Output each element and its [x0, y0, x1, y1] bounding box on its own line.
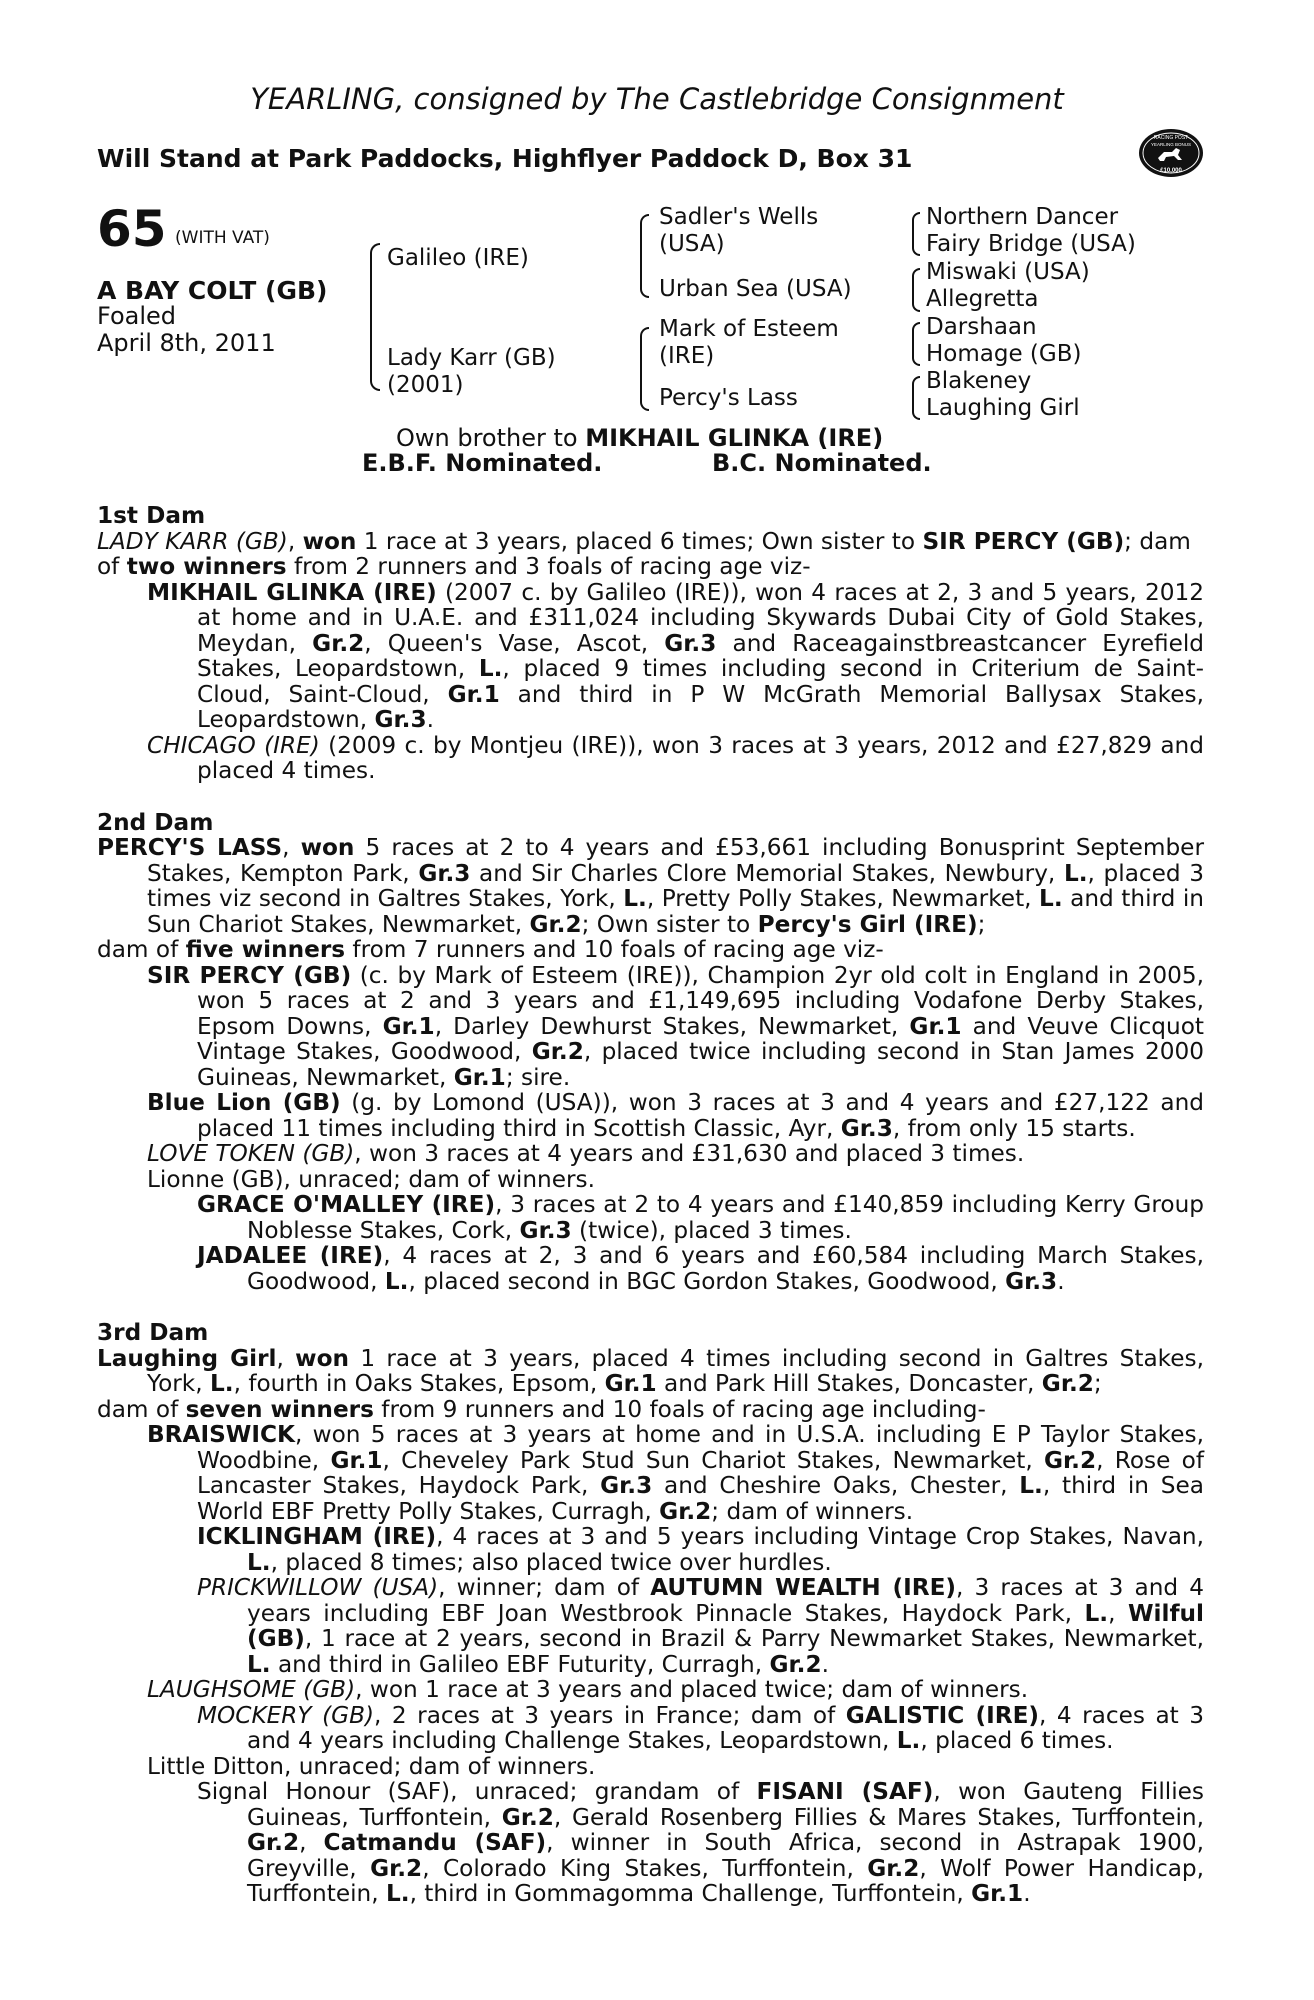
pedigree-sdd: Allegretta — [926, 286, 1039, 312]
pedigree-sds: Miswaki (USA) — [926, 259, 1090, 285]
g3-brace — [912, 322, 920, 366]
pedigree-dam-dam: Percy's Lass — [659, 385, 798, 411]
pedigree-ssd: Fairy Bridge (USA) — [926, 231, 1136, 257]
catalogue-body — [97, 503, 1204, 1907]
vat-note: (WITH VAT) — [175, 228, 270, 248]
progeny-entry: CHICAGO (IRE) (2009 c. by Montjeu (IRE)), won 3 races at 3 years, 2012 and £27,829 and placed 4 times. — [147, 731, 1204, 784]
own-brother-prefix: Own brother to — [396, 424, 586, 452]
third-dam-section — [97, 1320, 1204, 1907]
ebf-nominated: E.B.F. Nominated. — [362, 449, 603, 477]
first-dam-section — [97, 503, 1204, 784]
progeny-entry: Lionne (GB), unraced; dam of winners. — [147, 1165, 595, 1193]
third-dam-heading: 3rd Dam — [97, 1319, 209, 1346]
g2-brace — [912, 268, 920, 312]
pedigree-dam: Lady Karr (GB) — [387, 345, 556, 371]
grandprogeny-entry: ICKLINGHAM (IRE), 4 races at 3 and 5 years including Vintage Crop Stakes, Navan, L., placed 8 times; also placed twice over hurdles. — [197, 1523, 1204, 1576]
page-title: YEARLING, consigned by The Castlebridge Consignment — [250, 82, 1064, 116]
pedigree-dam-sire: Mark of Esteem — [659, 316, 839, 342]
own-brother-name: MIKHAIL GLINKA (IRE) — [585, 424, 884, 452]
logo-amount: £10,000 — [1160, 168, 1182, 174]
second-dam-section — [97, 810, 1204, 1295]
grandprogeny-entry: PRICKWILLOW (USA), winner; dam of AUTUMN WEALTH (IRE), 3 races at 3 and 4 years including EBF Joan Westbrook Pinnacle Stakes, Haydock Park, L., Wilful (GB), 1 race at 2 years, second in Brazil & Parry Newmarket Stakes, Newmarket, L. and third in Galileo EBF Futurity, Curragh, Gr.2. — [197, 1574, 1204, 1678]
foaled-date: April 8th, 2011 — [97, 329, 276, 357]
pedigree-dsd: Homage (GB) — [926, 341, 1082, 367]
pedigree-dam-sire-country: (IRE) — [659, 343, 715, 369]
second-dam-heading: 2nd Dam — [97, 808, 214, 836]
own-brother-note — [396, 424, 883, 452]
pedigree-dds: Blakeney — [926, 368, 1032, 394]
grandprogeny-entry: JADALEE (IRE), 4 races at 2, 3 and 6 years and £60,584 including March Stakes, Goodwood, L., placed second in BGC Gordon Stakes, Goodwood, Gr.3. — [197, 1242, 1204, 1295]
stand-location: Will Stand at Park Paddocks, Highflyer Paddock D, Box 31 — [97, 144, 913, 173]
pedigree-dam-year: (2001) — [387, 372, 464, 398]
second-dam-text: PERCY'S LASS, won 5 races at 2 to 4 years and £53,661 including Bonusprint September Stakes, Kempton Park, Gr.3 and Sir Charles Clore Memorial Stakes, Newbury, L., placed 3 times viz second in Galtres Stakes, York, L., Pretty Polly Stakes, Newmarket, L. and third in Sun Chariot Stakes, Newmarket, Gr.2; Own sister to Percy's Girl (IRE); — [97, 834, 1205, 938]
foaled-label: Foaled — [97, 302, 177, 330]
progeny-entry: LOVE TOKEN (GB), won 3 races at 4 years and £31,630 and placed 3 times. — [147, 1140, 1025, 1167]
sire-dam-brace — [370, 243, 380, 391]
logo-top-text: RACING POST — [1153, 135, 1189, 141]
lot-name: A BAY COLT (GB) — [97, 276, 328, 305]
pedigree-dss: Darshaan — [926, 314, 1037, 340]
first-dam-heading: 1st Dam — [97, 502, 206, 529]
third-dam-summary: dam of seven winners from 9 runners and 10 foals of racing age including- — [97, 1395, 986, 1423]
pedigree-sire-dam: Urban Sea (USA) — [659, 276, 852, 302]
progeny-entry: SIR PERCY (GB) (c. by Mark of Esteem (IRE)), Champion 2yr old colt in England in 2005, won 5 races at 2 and 3 years and £1,149,695 including Vodafone Derby Stakes, Epsom Downs, Gr.1, Darley Dewhurst Stakes, Newmarket, Gr.1 and Veuve Clicquot Vintage Stakes, Goodwood, Gr.2, placed twice including second in Stan James 2000 Guineas, Newmarket, Gr.1; sire. — [147, 961, 1204, 1091]
pedigree-sss: Northern Dancer — [926, 204, 1119, 230]
progeny-entry: Little Ditton, unraced; dam of winners. — [147, 1752, 596, 1780]
grandprogeny-entry: MOCKERY (GB), 2 races at 3 years in France; dam of GALISTIC (IRE), 4 races at 3 and 4 years including Challenge Stakes, Leopardstown, L., placed 6 times. — [197, 1701, 1205, 1754]
g4-brace — [912, 376, 920, 420]
second-dam-summary: dam of five winners from 7 runners and 10 foals of racing age viz- — [97, 936, 884, 963]
pedigree-sire: Galileo (IRE) — [387, 245, 529, 271]
pedigree-sire-sire: Sadler's Wells — [659, 204, 819, 230]
progeny-entry: LAUGHSOME (GB), won 1 race at 3 years and placed twice; dam of winners. — [147, 1676, 1029, 1703]
first-dam-text: LADY KARR (GB), won 1 race at 3 years, placed 6 times; Own sister to SIR PERCY (GB); dam of two winners from 2 runners and 3 foals of racing age viz- — [97, 527, 1191, 580]
third-dam-text: Laughing Girl, won 1 race at 3 years, placed 4 times including second in Galtres Stakes, York, L., fourth in Oaks Stakes, Epsom, Gr.1 and Park Hill Stakes, Doncaster, Gr.2; — [97, 1344, 1204, 1397]
bc-nominated: B.C. Nominated. — [712, 449, 932, 477]
yearling-bonus-logo — [1138, 128, 1204, 178]
progeny-entry: BRAISWICK, won 5 races at 3 years at home and in U.S.A. including E P Taylor Stakes, Woodbine, Gr.1, Cheveley Park Stud Sun Chariot Stakes, Newmarket, Gr.2, Rose of Lancaster Stakes, Haydock Park, Gr.3 and Cheshire Oaks, Chester, L., third in Sea World EBF Pretty Polly Stakes, Curragh, Gr.2; dam of winners. — [147, 1421, 1204, 1525]
lot-number: 65 — [97, 200, 167, 258]
grandprogeny-entry: GRACE O'MALLEY (IRE), 3 races at 2 to 4 years and £140,859 including Kerry Group Noblesse Stakes, Cork, Gr.3 (twice), placed 3 times. — [197, 1191, 1204, 1244]
grandprogeny-entry: Signal Honour (SAF), unraced; grandam of FISANI (SAF), won Gauteng Fillies Guineas, Turffontein, Gr.2, Gerald Rosenberg Fillies & Mares Stakes, Turffontein, Gr.2, Catmandu (SAF), winner in South Africa, second in Astrapak 1900, Greyville, Gr.2, Colorado King Stakes, Turffontein, Gr.2, Wolf Power Handicap, Turffontein, L., third in Gommagomma Challenge, Turffontein, Gr.1. — [197, 1778, 1204, 1907]
sire-line-brace — [640, 214, 649, 298]
pedigree-ddd: Laughing Girl — [926, 395, 1080, 421]
pedigree-sire-sire-country: (USA) — [659, 231, 725, 257]
dam-line-brace — [640, 327, 649, 411]
g1-brace — [912, 212, 920, 256]
progeny-entry: MIKHAIL GLINKA (IRE) (2007 c. by Galileo (IRE)), won 4 races at 2, 3 and 5 years, 2012 at home and in U.A.E. and £311,024 including Skywards Dubai City of Gold Stakes, Meydan, Gr.2, Queen's Vase, Ascot, Gr.3 and Raceagainstbreastcancer Eyrefield Stakes, Leopardstown, L., placed 9 times including second in Criterium de Saint-Cloud, Saint-Cloud, Gr.1 and third in P W McGrath Memorial Ballysax Stakes, Leopardstown, Gr.3. — [147, 578, 1205, 733]
progeny-entry: Blue Lion (GB) (g. by Lomond (USA)), won 3 races at 3 and 4 years and £27,122 and placed 11 times including third in Scottish Classic, Ayr, Gr.3, from only 15 starts. — [147, 1089, 1205, 1142]
logo-mid-text: YEARLING BONUS — [1150, 142, 1192, 147]
